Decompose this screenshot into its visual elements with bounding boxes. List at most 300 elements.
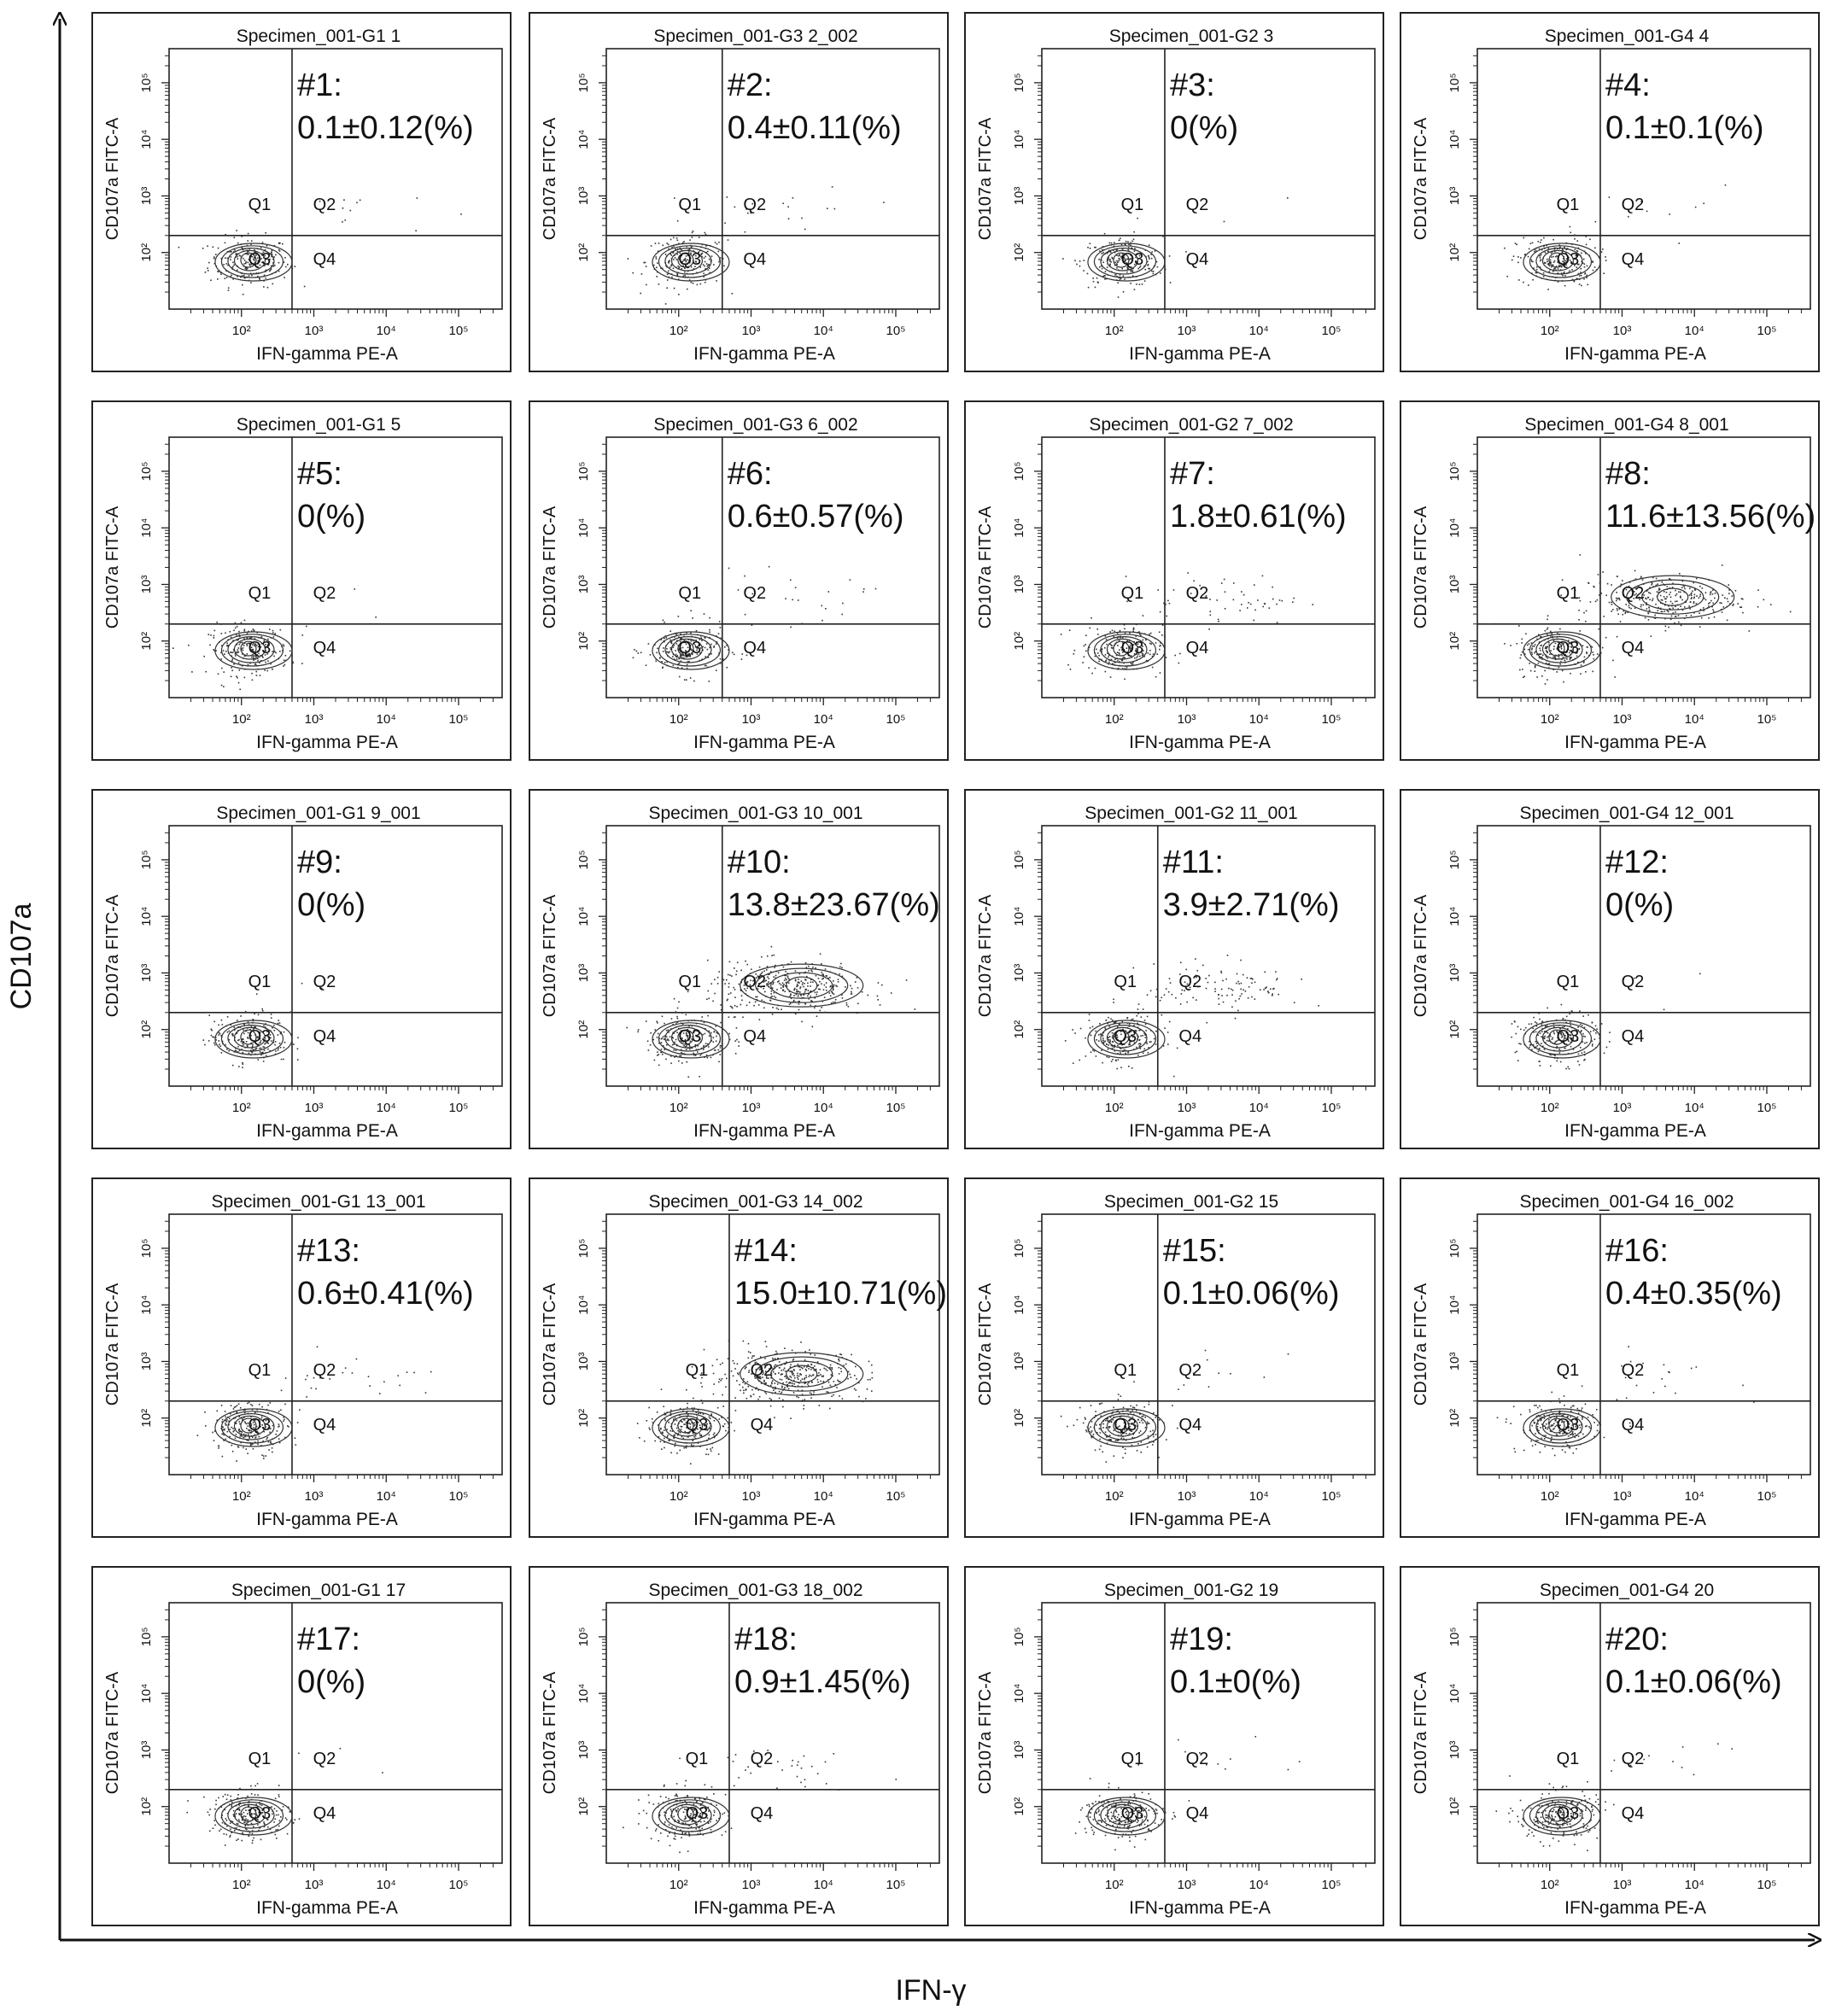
event-dot <box>232 640 234 641</box>
event-dot <box>1248 986 1250 988</box>
event-dot <box>1593 658 1594 660</box>
event-dot <box>213 1043 215 1044</box>
y-tick-label: 10³ <box>1447 186 1462 206</box>
event-dot <box>1605 637 1607 639</box>
event-dot <box>1531 1049 1533 1051</box>
event-dot <box>807 983 809 985</box>
event-dot <box>1580 255 1582 257</box>
event-dot <box>1670 597 1672 599</box>
event-dot <box>1668 627 1669 628</box>
event-dot <box>1195 958 1196 960</box>
event-dot <box>1522 652 1523 653</box>
event-dot <box>251 1052 253 1054</box>
event-dot <box>1693 598 1695 599</box>
event-dot <box>1517 1060 1519 1061</box>
event-dot <box>1661 599 1663 601</box>
event-dot <box>273 656 275 657</box>
event-dot <box>1790 611 1792 613</box>
event-dot <box>1597 653 1599 655</box>
event-dot <box>828 992 830 994</box>
x-tick-label: 10⁵ <box>1757 712 1777 727</box>
event-dot <box>675 248 676 250</box>
event-dot <box>275 1041 277 1043</box>
panel-q2-value: 0.4±0.11(%) <box>727 110 902 146</box>
event-dot <box>658 1054 659 1055</box>
event-dot <box>1576 240 1578 242</box>
event-dot <box>1103 249 1105 251</box>
event-dot <box>1126 669 1127 670</box>
event-dot <box>1223 1002 1225 1003</box>
event-dot <box>1137 1055 1139 1056</box>
event-dot <box>1595 1032 1597 1034</box>
event-dot <box>265 1024 266 1026</box>
event-dot <box>1544 248 1546 249</box>
event-dot <box>1116 267 1118 269</box>
event-dot <box>1595 221 1597 223</box>
event-dot <box>704 613 705 615</box>
event-dot <box>274 1030 276 1031</box>
event-dot <box>1550 635 1552 637</box>
event-dot <box>1102 1042 1103 1043</box>
event-dot <box>213 637 215 639</box>
event-dot <box>1169 1021 1171 1023</box>
event-dot <box>237 243 239 244</box>
event-dot <box>1116 248 1118 250</box>
event-dot <box>213 1021 215 1023</box>
event-dot <box>1104 275 1106 277</box>
event-dot <box>1549 269 1551 271</box>
event-dot <box>672 1044 674 1046</box>
event-dot <box>214 1044 216 1046</box>
event-dot <box>769 566 770 568</box>
event-dot <box>665 254 667 255</box>
event-dot <box>1647 597 1649 599</box>
event-dot <box>304 286 306 288</box>
event-dot <box>701 658 703 660</box>
event-dot <box>225 1423 226 1424</box>
event-dot <box>1277 978 1278 979</box>
event-dot <box>1552 251 1553 253</box>
x-axis-label: IFN-gamma PE-A <box>256 1510 398 1529</box>
event-dot <box>221 633 223 634</box>
event-dot <box>265 662 266 663</box>
event-dot <box>1678 591 1680 593</box>
event-dot <box>1167 1031 1169 1033</box>
event-dot <box>1676 593 1678 595</box>
event-dot <box>1674 622 1675 624</box>
event-dot <box>1164 634 1166 636</box>
event-dot <box>1589 238 1591 240</box>
event-dot <box>778 980 780 982</box>
event-dot <box>1723 606 1725 608</box>
event-dot <box>1511 1023 1513 1025</box>
event-dot <box>1120 658 1122 660</box>
event-dot <box>1119 1047 1120 1049</box>
event-dot <box>1133 669 1135 670</box>
event-dot <box>833 990 834 991</box>
y-tick-label: 10² <box>139 1408 154 1428</box>
event-dot <box>1584 1036 1586 1037</box>
event-dot <box>1551 253 1552 254</box>
event-dot <box>1541 249 1543 251</box>
event-dot <box>662 245 664 247</box>
event-dot <box>1156 261 1158 263</box>
event-dot <box>773 982 775 984</box>
event-dot <box>774 996 775 997</box>
event-dot <box>1609 1031 1611 1033</box>
event-dot <box>232 262 234 264</box>
event-dot <box>711 255 713 257</box>
event-dot <box>234 1026 236 1028</box>
event-dot <box>1534 670 1535 672</box>
event-dot <box>1144 269 1146 271</box>
event-dot <box>1119 1023 1120 1025</box>
event-dot <box>685 1014 687 1016</box>
event-dot <box>1558 248 1560 249</box>
event-dot <box>207 267 208 269</box>
quadrant-label-q2: Q2 <box>743 195 767 214</box>
event-dot <box>714 993 716 995</box>
event-dot <box>650 1032 652 1034</box>
event-dot <box>1103 1032 1105 1034</box>
event-dot <box>724 646 726 648</box>
event-dot <box>1085 634 1087 636</box>
event-dot <box>211 1029 213 1031</box>
event-dot <box>1085 1037 1086 1039</box>
event-dot <box>285 660 287 662</box>
event-dot <box>742 1016 744 1018</box>
event-dot <box>1114 1047 1115 1049</box>
event-dot <box>681 660 682 662</box>
event-dot <box>1742 612 1744 614</box>
event-dot <box>710 653 712 655</box>
event-dot <box>1593 1030 1594 1031</box>
event-dot <box>1185 969 1187 971</box>
event-dot <box>1112 663 1114 664</box>
quadrant-label-q2: Q2 <box>313 195 336 214</box>
event-dot <box>640 652 642 653</box>
event-dot <box>1562 280 1564 282</box>
event-dot <box>1721 603 1722 605</box>
event-dot <box>228 272 230 273</box>
event-dot <box>253 1019 254 1020</box>
event-dot <box>1169 603 1171 605</box>
event-dot <box>233 264 235 266</box>
event-dot <box>687 1061 688 1063</box>
event-dot <box>1106 639 1108 640</box>
quadrant-label-q1: Q1 <box>1556 972 1580 991</box>
event-dot <box>1098 655 1100 657</box>
event-dot <box>1123 275 1125 277</box>
event-dot <box>1085 1055 1087 1057</box>
event-dot <box>1175 997 1177 999</box>
event-dot <box>1689 594 1691 596</box>
event-dot <box>1111 1061 1113 1062</box>
quadrant-label-q3: Q3 <box>1120 638 1144 657</box>
event-dot <box>1552 1038 1553 1040</box>
quadrant-label-q1: Q1 <box>1556 583 1580 603</box>
event-dot <box>722 258 724 260</box>
event-dot <box>819 981 821 983</box>
event-dot <box>1645 598 1646 599</box>
event-dot <box>667 273 669 275</box>
event-dot <box>1143 1050 1145 1052</box>
event-dot <box>675 1023 677 1025</box>
event-dot <box>1556 671 1558 673</box>
event-dot <box>1548 1028 1550 1030</box>
event-dot <box>1518 625 1520 627</box>
event-dot <box>1538 1013 1540 1014</box>
event-dot <box>676 658 678 660</box>
event-dot <box>1109 264 1111 266</box>
event-dot <box>857 987 859 989</box>
event-dot <box>1543 1038 1545 1040</box>
event-dot <box>1090 243 1091 245</box>
event-dot <box>821 605 822 607</box>
event-dot <box>681 235 683 237</box>
event-dot <box>702 1034 704 1036</box>
panel-number: #6: <box>727 456 773 492</box>
event-dot <box>1519 669 1521 671</box>
event-dot <box>692 617 693 619</box>
y-tick-label: 10² <box>1447 243 1462 262</box>
event-dot <box>1552 276 1554 278</box>
event-dot <box>1149 634 1150 635</box>
event-dot <box>1520 257 1522 259</box>
event-dot <box>1652 599 1654 600</box>
event-dot <box>705 248 707 249</box>
panel-11 <box>965 790 1383 1148</box>
event-dot <box>677 240 679 242</box>
event-dot <box>301 634 303 636</box>
event-dot <box>705 1028 706 1030</box>
event-dot <box>1101 253 1102 254</box>
event-dot <box>1678 615 1680 616</box>
event-dot <box>1262 606 1264 608</box>
event-dot <box>258 1014 260 1016</box>
event-dot <box>1506 276 1508 278</box>
event-dot <box>1214 990 1216 992</box>
event-dot <box>1272 599 1274 600</box>
event-dot <box>646 1020 647 1022</box>
event-dot <box>1558 634 1560 635</box>
event-dot <box>1548 663 1550 664</box>
event-dot <box>356 202 358 203</box>
event-dot <box>237 258 239 260</box>
event-dot <box>1145 1024 1147 1026</box>
event-dot <box>1218 998 1219 1000</box>
event-dot <box>1220 971 1222 973</box>
event-dot <box>208 262 210 264</box>
event-dot <box>1138 1043 1140 1045</box>
event-dot <box>1222 980 1224 982</box>
event-dot <box>710 1036 712 1037</box>
event-dot <box>1670 601 1672 603</box>
event-dot <box>1592 261 1593 263</box>
event-dot <box>716 635 717 637</box>
event-dot <box>676 1016 678 1018</box>
event-dot <box>1095 287 1096 289</box>
event-dot <box>1106 278 1108 280</box>
event-dot <box>1559 247 1561 248</box>
event-dot <box>1119 661 1120 663</box>
event-dot <box>690 677 692 679</box>
event-dot <box>301 663 303 664</box>
event-dot <box>237 652 239 653</box>
event-dot <box>1272 993 1273 995</box>
event-dot <box>1688 605 1690 607</box>
x-tick-label: 10⁴ <box>1248 1101 1269 1115</box>
event-dot <box>1131 270 1133 272</box>
event-dot <box>821 963 822 965</box>
event-dot <box>1612 609 1614 611</box>
event-dot <box>690 610 692 611</box>
x-tick-label: 10³ <box>1612 712 1632 727</box>
event-dot <box>1582 1052 1583 1054</box>
event-dot <box>240 277 242 278</box>
event-dot <box>254 629 255 631</box>
event-dot <box>1550 632 1552 634</box>
quadrant-label-q2: Q2 <box>1621 583 1645 603</box>
event-dot <box>225 263 227 265</box>
event-dot <box>1116 655 1118 657</box>
event-dot <box>633 657 634 658</box>
event-dot <box>1521 639 1523 640</box>
event-dot <box>795 979 797 980</box>
event-dot <box>1105 654 1107 656</box>
event-dot <box>673 1032 675 1034</box>
event-dot <box>1126 241 1127 243</box>
event-dot <box>1095 1031 1096 1032</box>
event-dot <box>281 1059 283 1061</box>
event-dot <box>771 990 773 992</box>
event-dot <box>679 1055 681 1057</box>
event-dot <box>1531 647 1533 649</box>
event-dot <box>1143 615 1144 616</box>
event-dot <box>1121 244 1123 246</box>
quadrant-label-q3: Q3 <box>1120 249 1144 269</box>
event-dot <box>718 251 720 253</box>
event-dot <box>1564 1048 1566 1049</box>
event-dot <box>673 1043 675 1045</box>
event-dot <box>1539 653 1541 655</box>
event-dot <box>1149 258 1150 260</box>
event-dot <box>784 979 786 981</box>
event-dot <box>229 1039 231 1041</box>
event-dot <box>1221 995 1223 996</box>
event-dot <box>1264 972 1266 973</box>
event-dot <box>1110 1019 1112 1020</box>
event-dot <box>675 657 677 658</box>
event-dot <box>666 1030 668 1031</box>
event-dot <box>278 1034 279 1036</box>
event-dot <box>269 1050 271 1052</box>
event-dot <box>1741 606 1743 608</box>
event-dot <box>707 266 709 267</box>
event-dot <box>675 1026 677 1028</box>
event-dot <box>682 1023 684 1025</box>
event-dot <box>1187 572 1189 574</box>
event-dot <box>687 1020 689 1022</box>
panel-q2-value: 0.1±0.12(%) <box>296 110 474 146</box>
event-dot <box>237 1030 239 1031</box>
event-dot <box>246 1041 248 1043</box>
event-dot <box>767 985 769 986</box>
event-dot <box>1109 1036 1111 1037</box>
event-dot <box>246 1428 248 1429</box>
event-dot <box>250 282 252 283</box>
quadrant-label-q2: Q2 <box>1185 583 1209 603</box>
event-dot <box>1157 1031 1159 1032</box>
event-dot <box>1547 278 1548 280</box>
event-dot <box>1553 1050 1555 1052</box>
event-dot <box>1125 1053 1126 1055</box>
event-dot <box>242 1066 243 1068</box>
event-dot <box>1669 594 1670 596</box>
event-dot <box>1523 1044 1525 1046</box>
y-tick-label: 10³ <box>1012 575 1026 594</box>
event-dot <box>702 650 704 652</box>
y-tick-label: 10⁵ <box>139 73 154 93</box>
event-dot <box>714 1049 716 1051</box>
event-dot <box>1114 658 1116 660</box>
event-dot <box>272 250 273 252</box>
event-dot <box>795 970 797 972</box>
event-dot <box>375 616 377 618</box>
event-dot <box>1652 582 1653 584</box>
event-dot <box>1270 988 1272 990</box>
event-dot <box>722 658 724 660</box>
event-dot <box>236 230 237 231</box>
event-dot <box>1089 1034 1090 1036</box>
event-dot <box>785 598 786 599</box>
event-dot <box>236 254 237 255</box>
event-dot <box>840 963 842 965</box>
event-dot <box>280 629 282 631</box>
event-dot <box>1126 667 1128 669</box>
event-dot <box>655 243 657 244</box>
event-dot <box>1139 283 1141 285</box>
event-dot <box>1558 1025 1560 1026</box>
event-dot <box>1118 1059 1120 1061</box>
event-dot <box>1207 982 1209 984</box>
event-dot <box>1529 1024 1530 1026</box>
event-dot <box>672 656 674 657</box>
event-dot <box>669 266 671 268</box>
event-dot <box>713 1037 715 1038</box>
event-dot <box>1580 272 1582 273</box>
event-dot <box>218 1034 219 1036</box>
panel-frame <box>92 13 511 371</box>
event-dot <box>1543 272 1545 274</box>
y-tick-label: 10⁴ <box>576 129 591 149</box>
event-dot <box>1531 652 1533 653</box>
event-dot <box>1664 611 1665 612</box>
event-dot <box>1579 278 1581 280</box>
event-dot <box>666 287 668 289</box>
event-dot <box>709 272 710 274</box>
panel-frame <box>92 790 511 1148</box>
event-dot <box>1554 657 1556 658</box>
event-dot <box>1541 657 1543 658</box>
event-dot <box>1090 1052 1092 1054</box>
y-tick-label: 10³ <box>576 963 591 983</box>
event-dot <box>1570 1025 1571 1026</box>
y-tick-label: 10⁴ <box>1447 129 1462 149</box>
event-dot <box>680 634 681 635</box>
event-dot <box>1114 644 1116 646</box>
event-dot <box>1116 657 1118 659</box>
